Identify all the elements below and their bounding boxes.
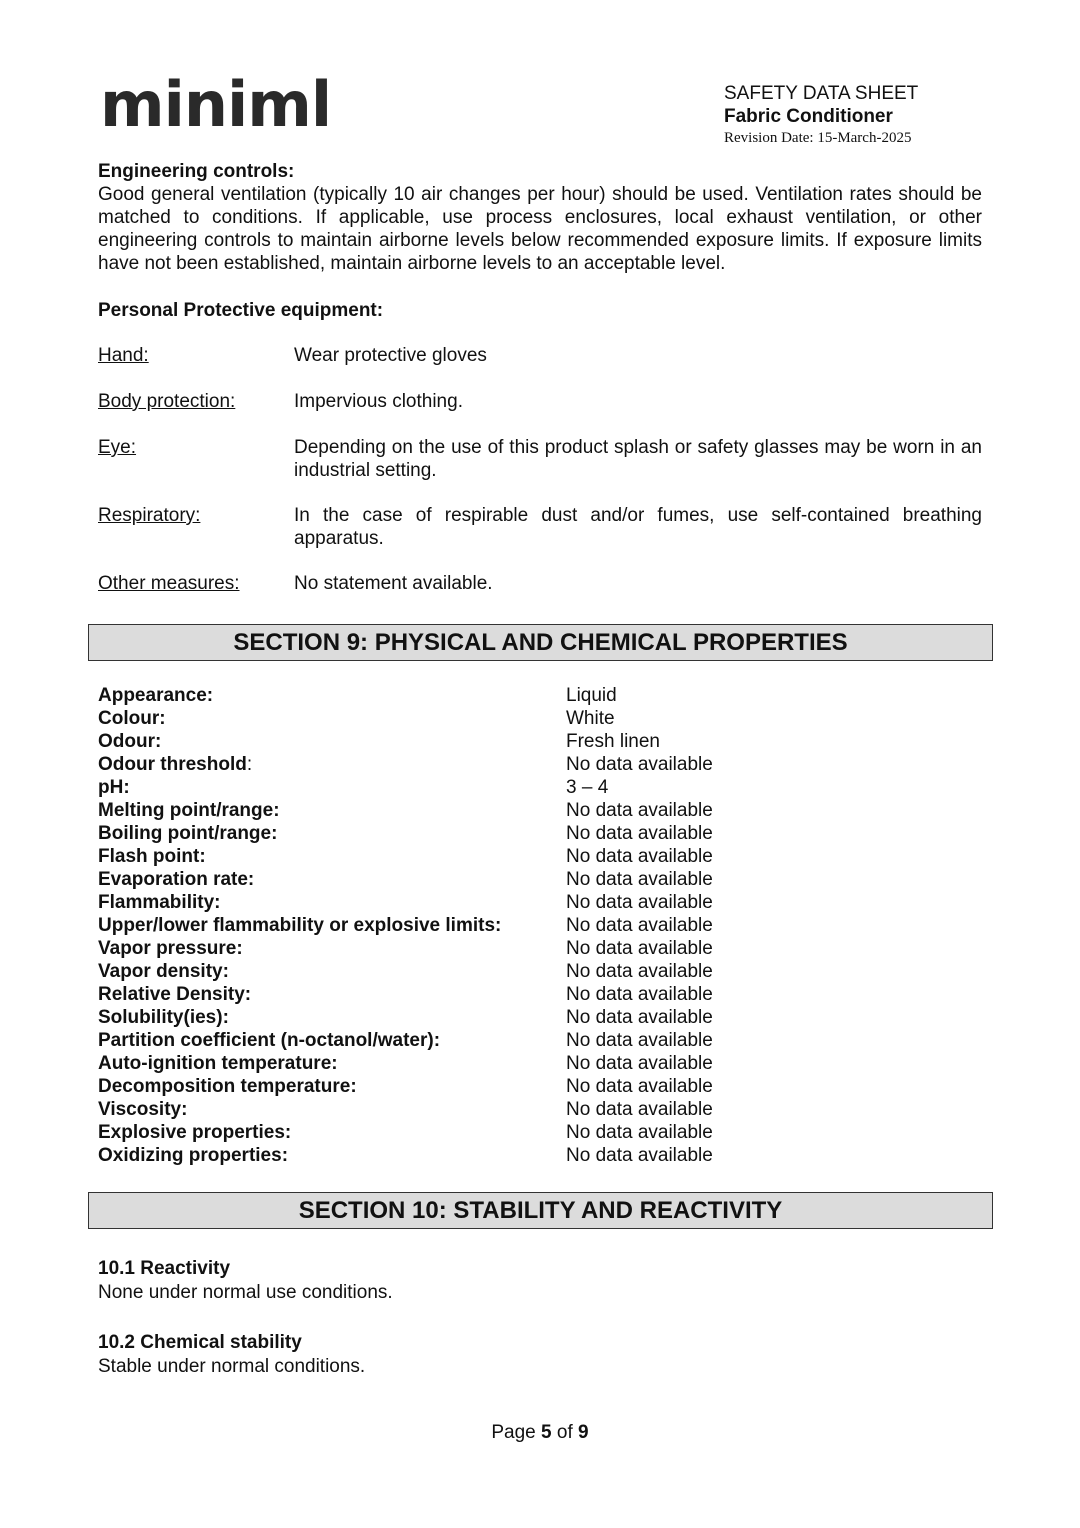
property-label: Viscosity: <box>98 1099 188 1120</box>
ppe-row-respiratory <box>98 504 982 550</box>
property-label: Oxidizing properties: <box>98 1145 289 1166</box>
property-label: Odour threshold: <box>98 754 253 775</box>
section9-title: SECTION 9: PHYSICAL AND CHEMICAL PROPERTIES <box>88 624 993 661</box>
property-value: No data available <box>566 1076 713 1097</box>
property-value: No data available <box>566 938 713 959</box>
property-value: No data available <box>566 1007 713 1028</box>
property-row <box>98 914 966 937</box>
ppe-value: Wear protective gloves <box>294 345 487 366</box>
property-value: White <box>566 708 615 729</box>
document-header <box>724 82 918 148</box>
property-label: Vapor density: <box>98 961 229 982</box>
property-label: Relative Density: <box>98 984 252 1005</box>
property-value: No data available <box>566 915 713 936</box>
property-value: No data available <box>566 846 713 867</box>
property-value: No data available <box>566 1053 713 1074</box>
section10-content <box>98 1257 393 1379</box>
property-label: Boiling point/range: <box>98 823 278 844</box>
property-label: Odour: <box>98 731 162 752</box>
section8-content <box>98 160 982 595</box>
ppe-row-body <box>98 390 982 413</box>
property-label: Appearance: <box>98 685 214 706</box>
property-row <box>98 1052 966 1075</box>
property-row <box>98 730 966 753</box>
property-label: Flammability: <box>98 892 221 913</box>
property-label: Partition coefficient (n-octanol/water): <box>98 1030 441 1051</box>
property-value: 3 – 4 <box>566 777 609 798</box>
ppe-heading: Personal Protective equipment: <box>98 300 384 321</box>
property-row <box>98 983 966 1006</box>
property-row <box>98 960 966 983</box>
engineering-text: Good general ventilation (typically 10 air changes per hour) should be used. Ventilation rates should be matched to conditions. If applicable, use process enclosures, local exhaust ventilation, or other engineering controls to maintain airborne levels below recommended exposure limits. If exposure limits have not been established, maintain airborne levels to an acceptable level. <box>98 184 982 274</box>
property-row <box>98 684 966 707</box>
of-word: of <box>556 1422 573 1443</box>
ppe-label: Hand: <box>98 345 149 366</box>
property-row <box>98 1144 966 1167</box>
ppe-value: No statement available. <box>294 573 493 594</box>
property-row <box>98 753 966 776</box>
ppe-value: Depending on the use of this product splash or safety glasses may be worn in an industrial setting. <box>294 437 982 481</box>
property-value: No data available <box>566 1145 713 1166</box>
reactivity-text: None under normal use conditions. <box>98 1282 393 1303</box>
ppe-row-eye <box>98 436 982 482</box>
property-row <box>98 845 966 868</box>
property-row <box>98 776 966 799</box>
property-label: Upper/lower flammability or explosive limits: <box>98 915 502 936</box>
property-label: Solubility(ies): <box>98 1007 229 1028</box>
property-value: No data available <box>566 1030 713 1051</box>
ppe-label: Respiratory: <box>98 505 201 526</box>
property-row <box>98 891 966 914</box>
miniml-logo: miniml <box>100 68 332 141</box>
reactivity-heading: 10.1 Reactivity <box>98 1258 231 1279</box>
property-row <box>98 937 966 960</box>
property-label: Vapor pressure: <box>98 938 243 959</box>
ppe-row-hand <box>98 344 982 367</box>
property-row <box>98 1029 966 1052</box>
property-label: Flash point: <box>98 846 206 867</box>
property-label: Evaporation rate: <box>98 869 255 890</box>
property-label: Colour: <box>98 708 166 729</box>
property-value: Fresh linen <box>566 731 660 752</box>
ppe-label: Body protection: <box>98 391 236 412</box>
ppe-label: Other measures: <box>98 573 240 594</box>
ppe-value: Impervious clothing. <box>294 391 463 412</box>
engineering-heading: Engineering controls: <box>98 161 295 182</box>
property-label: pH: <box>98 777 130 798</box>
ppe-row-other <box>98 572 982 595</box>
property-row <box>98 868 966 891</box>
property-value: No data available <box>566 892 713 913</box>
property-value: Liquid <box>566 685 617 706</box>
property-value: No data available <box>566 754 713 775</box>
property-value: No data available <box>566 961 713 982</box>
property-value: No data available <box>566 984 713 1005</box>
property-row <box>98 799 966 822</box>
page-number: 5 <box>541 1422 552 1443</box>
property-value: No data available <box>566 869 713 890</box>
property-row <box>98 1006 966 1029</box>
property-row <box>98 1121 966 1144</box>
doc-type: SAFETY DATA SHEET <box>724 83 919 104</box>
section10-title: SECTION 10: STABILITY AND REACTIVITY <box>88 1192 993 1229</box>
property-label: Decomposition temperature: <box>98 1076 357 1097</box>
product-name: Fabric Conditioner <box>724 106 893 127</box>
revision-date: Revision Date: 15-March-2025 <box>724 130 912 146</box>
page-word: Page <box>491 1422 536 1443</box>
property-row <box>98 1098 966 1121</box>
property-value: No data available <box>566 823 713 844</box>
stability-text: Stable under normal conditions. <box>98 1356 366 1377</box>
property-row <box>98 707 966 730</box>
page-footer <box>0 1422 1080 1444</box>
properties-table <box>98 684 966 1167</box>
property-label: Explosive properties: <box>98 1122 292 1143</box>
property-row <box>98 1075 966 1098</box>
ppe-label: Eye: <box>98 437 137 458</box>
property-label: Auto-ignition temperature: <box>98 1053 338 1074</box>
property-label: Melting point/range: <box>98 800 280 821</box>
property-value: No data available <box>566 1122 713 1143</box>
stability-heading: 10.2 Chemical stability <box>98 1332 302 1353</box>
property-value: No data available <box>566 1099 713 1120</box>
ppe-value: In the case of respirable dust and/or fumes, use self-contained breathing apparatus. <box>294 505 982 549</box>
property-value: No data available <box>566 800 713 821</box>
page-total: 9 <box>578 1422 589 1443</box>
property-row <box>98 822 966 845</box>
